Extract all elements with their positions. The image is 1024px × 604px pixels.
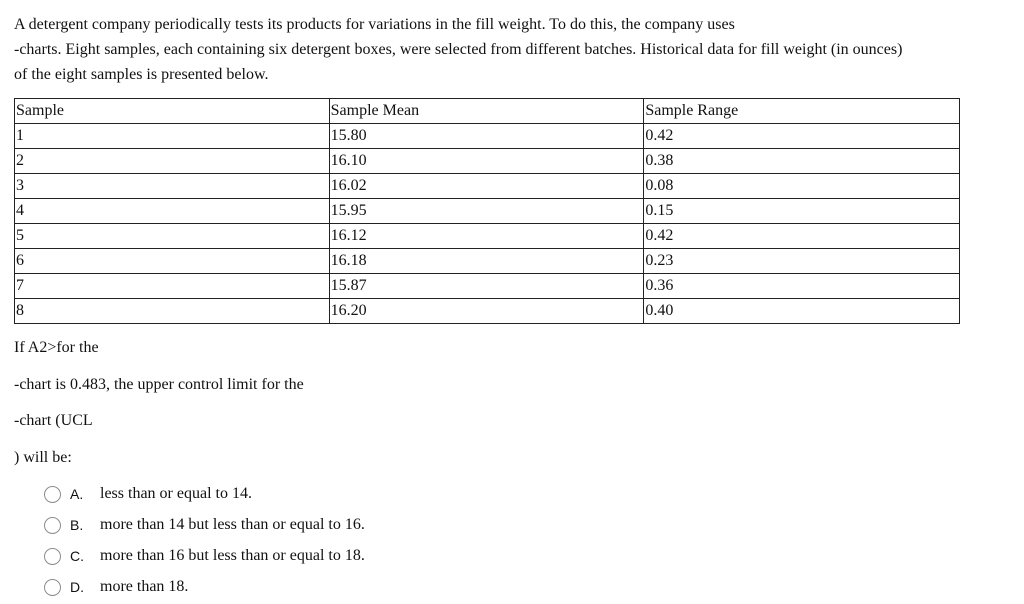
mean-cell: 16.12 [329,224,644,249]
range-cell: 0.36 [644,274,960,299]
table-row [15,124,960,149]
table-row [15,299,960,324]
intro-line-1: A detergent company periodically tests its products for variations in the fill weight. To do this, the company uses [14,16,735,33]
header-sample-mean: Sample Mean [329,99,644,124]
question-intro [14,12,1004,87]
option-letter: D. [70,579,84,595]
sample-cell: 5 [15,224,330,249]
option-text: more than 14 but less than or equal to 16. [100,516,365,533]
table-row [15,199,960,224]
range-cell: 0.42 [644,124,960,149]
range-cell: 0.38 [644,149,960,174]
intro-line-2: -charts. Eight samples, each containing six detergent boxes, were selected from different batches. Historical data for fill weight (in ounces) [14,41,903,58]
option-b[interactable] [44,514,365,536]
question-line-1: If A2>for the [14,339,99,356]
option-letter: A. [70,486,84,502]
sample-cell: 2 [15,149,330,174]
sample-cell: 6 [15,249,330,274]
sample-cell: 3 [15,174,330,199]
option-c[interactable] [44,545,365,567]
range-cell: 0.42 [644,224,960,249]
mean-cell: 16.10 [329,149,644,174]
header-sample-range: Sample Range [644,99,960,124]
option-text: more than 18. [100,578,189,595]
fill-weight-table [14,98,960,324]
radio-button-a[interactable] [44,486,61,503]
mean-cell: 16.18 [329,249,644,274]
mean-cell: 15.80 [329,124,644,149]
question-line-4: ) will be: [14,449,72,466]
option-text: less than or equal to 14. [100,485,252,502]
radio-button-c[interactable] [44,548,61,565]
header-sample: Sample [15,99,330,124]
mean-cell: 15.95 [329,199,644,224]
sample-cell: 8 [15,299,330,324]
radio-button-b[interactable] [44,517,61,534]
question-line-2: -chart is 0.483, the upper control limit for the [14,376,304,393]
option-a[interactable] [44,483,252,505]
option-d[interactable] [44,576,188,598]
intro-line-3: of the eight samples is presented below. [14,66,269,83]
mean-cell: 15.87 [329,274,644,299]
range-cell: 0.15 [644,199,960,224]
range-cell: 0.23 [644,249,960,274]
option-letter: C. [70,548,84,564]
mean-cell: 16.02 [329,174,644,199]
range-cell: 0.40 [644,299,960,324]
sample-cell: 1 [15,124,330,149]
option-text: more than 16 but less than or equal to 18. [100,547,365,564]
range-cell: 0.08 [644,174,960,199]
table-row [15,174,960,199]
question-line-3: -chart (UCL [14,412,93,429]
table-header-row [15,99,960,124]
mean-cell: 16.20 [329,299,644,324]
radio-button-d[interactable] [44,579,61,596]
sample-cell: 4 [15,199,330,224]
sample-cell: 7 [15,274,330,299]
table-row [15,224,960,249]
option-letter: B. [70,517,84,533]
table-row [15,149,960,174]
table-row [15,274,960,299]
table-row [15,249,960,274]
